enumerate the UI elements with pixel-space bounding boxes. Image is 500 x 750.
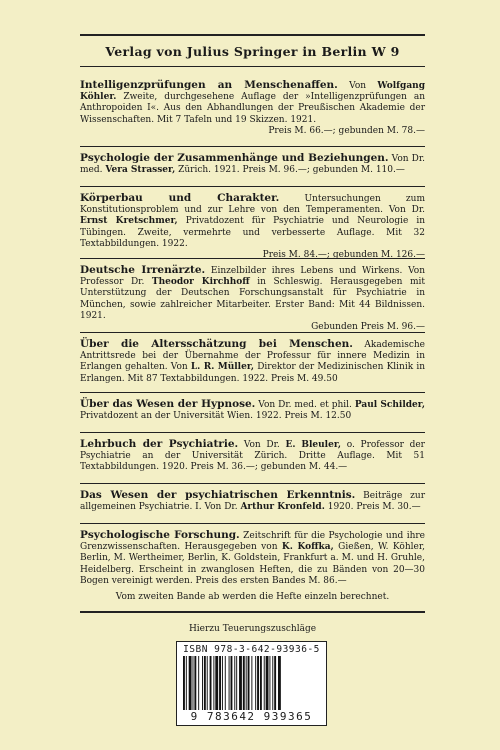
entry-intro: Akademische Antrittsrede bei der Übernahme der Professur für innere Medizin in Erlangen gehalten. Von — [80, 340, 425, 373]
book-entry — [80, 339, 425, 385]
closing-note: Vom zweiten Bande ab werden die Hefte einzeln berechnet. — [115, 592, 390, 602]
barcode-bar — [255, 656, 256, 710]
book-entry — [80, 490, 425, 513]
entry-body: Direktor der Medizinischen Klinik in Erlangen. Mit 87 Textabbildungen. 1922. Preis M. 49.50 — [80, 362, 425, 384]
entry-rule — [80, 483, 425, 484]
barcode-bar — [274, 656, 276, 710]
barcode-bar — [236, 656, 237, 710]
barcode-bar — [183, 656, 185, 710]
book-author: L. R. Müller, — [190, 362, 255, 373]
book-title: Intelligenzprüfungen an Menschenaffen. — [80, 79, 338, 91]
barcode-bar — [266, 656, 269, 710]
entry-body: Privatdozent für Psychiatrie und Neurologie in Tübingen. Zweite, vermehrte und verbesserte Auflage. Mit 32 Textabbildungen. 1922. — [80, 216, 425, 249]
barcode-bar — [264, 656, 265, 710]
barcode-bars — [183, 656, 320, 710]
book-author: Paul Schilder, — [354, 400, 425, 410]
barcode-bar — [229, 656, 230, 710]
book-author: K. Koffka, — [281, 542, 334, 553]
entry-intro: Von — [337, 81, 378, 91]
barcode-bar — [186, 656, 187, 710]
entry-rule — [80, 146, 425, 147]
barcode-bar — [278, 656, 281, 710]
isbn-number: ISBN 978-3-642-93936-5 — [183, 644, 320, 655]
entry-body: 1920. Preis M. 30.— — [324, 502, 421, 513]
book-entry — [80, 193, 425, 261]
barcode-bar — [222, 656, 223, 710]
book-price: Gebunden Preis M. 96.— — [311, 322, 425, 333]
barcode-bar — [231, 656, 233, 710]
book-author: Vera Strasser, — [105, 165, 176, 176]
book-title: Das Wesen der psychiatrischen Erkenntnis. — [80, 489, 356, 501]
book-title: Körperbau und Charakter. — [80, 192, 280, 204]
book-entry — [80, 530, 425, 587]
barcode-bar — [210, 656, 212, 710]
barcode-bar — [269, 656, 270, 710]
entry-rule — [80, 523, 425, 524]
barcode-bar — [246, 656, 247, 710]
entry-rule — [80, 432, 425, 433]
entry-body: Gießen, W. Köhler, Berlin, M. Wertheimer, Berlin, K. Goldstein, Frankfurt a. M. und H. Gruhle, Heidelberg. Erscheint in zwanglosen Heften, die zu Bänden von 20—30 Bogen vereinigt werden. Preis des ersten Bandes M. 86.— — [80, 542, 425, 586]
barcode-bar — [257, 656, 259, 710]
entry-body: Privatdozent an der Universität Wien. 1922. Preis M. 12.50 — [80, 411, 352, 422]
entry-body: Zweite, durchgesehene Auflage der »Intelligenzprüfungen an Anthropoiden I«. Aus den Abhandlungen der Preußischen Akademie der Wissenschaften. Mit 7 Tafeln und 19 Skizzen. 1921. — [80, 92, 425, 125]
barcode-bar — [260, 656, 262, 710]
barcode-bar — [251, 656, 252, 710]
book-entry — [80, 80, 425, 137]
publisher-header: Verlag von Julius Springer in Berlin W 9 — [105, 44, 400, 59]
book-title: Deutsche Irrenärzte. — [80, 264, 206, 276]
barcode-bar — [207, 656, 208, 710]
book-author: E. Bleuler, — [285, 440, 342, 450]
book-author: Ernst Kretschmer, — [80, 216, 178, 227]
entry-rule — [80, 258, 425, 259]
book-entry — [80, 399, 425, 422]
entry-rule — [80, 332, 425, 333]
barcode-bar — [194, 656, 196, 710]
ean-number: 9 783642 939365 — [190, 710, 313, 723]
book-title: Lehrbuch der Psychiatrie. — [80, 438, 239, 450]
book-author: Wolfgang Köhler. — [80, 81, 425, 103]
top-rule — [80, 34, 425, 36]
barcode-bar — [193, 656, 194, 710]
book-author: Theodor Kirchhoff — [151, 277, 250, 288]
entry-intro: Beiträge zur allgemeinen Psychiatrie. I. Von Dr. — [80, 491, 425, 513]
book-title: Psychologie der Zusammenhänge und Beziehungen. — [80, 152, 389, 164]
entry-intro: Von Dr. — [238, 440, 286, 450]
book-entry — [80, 439, 425, 474]
barcode-bar — [248, 656, 250, 710]
book-title: Über die Altersschätzung bei Menschen. — [80, 338, 353, 350]
header-rule — [80, 66, 425, 67]
barcode-bar — [272, 656, 273, 710]
book-entry — [80, 153, 425, 176]
book-author: Arthur Kronfeld. — [240, 502, 325, 513]
entry-rule — [80, 392, 425, 393]
entry-intro: Einzelbilder ihres Lebens und Wirkens. Von Professor Dr. — [80, 266, 426, 288]
surcharge-note: Hierzu Teuerungszuschläge — [188, 624, 317, 634]
entry-intro: Untersuchungen zum Konstitutionsproblem und zur Lehre von den Temperamenten. Von Dr. — [80, 194, 425, 216]
barcode-bar — [239, 656, 242, 710]
barcode-bar — [243, 656, 245, 710]
barcode-bar — [198, 656, 199, 710]
barcode-bar — [189, 656, 192, 710]
entry-body: o. Professor der Psychiatrie an der Universität Zürich. Dritte Auflage. Mit 51 Textabbildungen. 1920. Preis M. 36.—; gebunden M. 44.— — [80, 440, 425, 473]
barcode-bar — [225, 656, 226, 710]
isbn-barcode — [176, 641, 327, 726]
entry-rule — [80, 186, 425, 187]
book-title: Psychologische Forschung. — [80, 529, 240, 541]
entry-intro: Von Dr. med. — [80, 154, 425, 176]
barcode-bar — [234, 656, 235, 710]
barcode-bar — [219, 656, 221, 710]
book-price: Preis M. 66.—; gebunden M. 78.— — [268, 125, 425, 136]
bottom-rule — [80, 611, 425, 613]
book-price: Preis M. 84.—; gebunden M. 126.— — [262, 250, 425, 261]
entry-body: Zürich. 1921. Preis M. 96.—; gebunden M. 110.— — [175, 165, 405, 176]
book-title: Über das Wesen der Hypnose. — [80, 398, 256, 410]
entry-intro: Zeitschrift für die Psychologie und ihre Grenzwissenschaften. Herausgegeben von — [80, 531, 425, 553]
barcode-bar — [202, 656, 203, 710]
entry-body: in Schleswig. Herausgegeben mit Unterstützung der Deutschen Forschungsanstalt für Psychiatrie in München, sowie zahlreicher Mitarbeiter. Erster Band: Mit 44 Bildnissen. 1921. — [80, 277, 425, 321]
entry-intro: Von Dr. med. et phil. — [255, 400, 355, 410]
book-entry — [80, 265, 425, 333]
barcode-bar — [213, 656, 214, 710]
barcode-bar — [215, 656, 218, 710]
barcode-bar — [204, 656, 206, 710]
